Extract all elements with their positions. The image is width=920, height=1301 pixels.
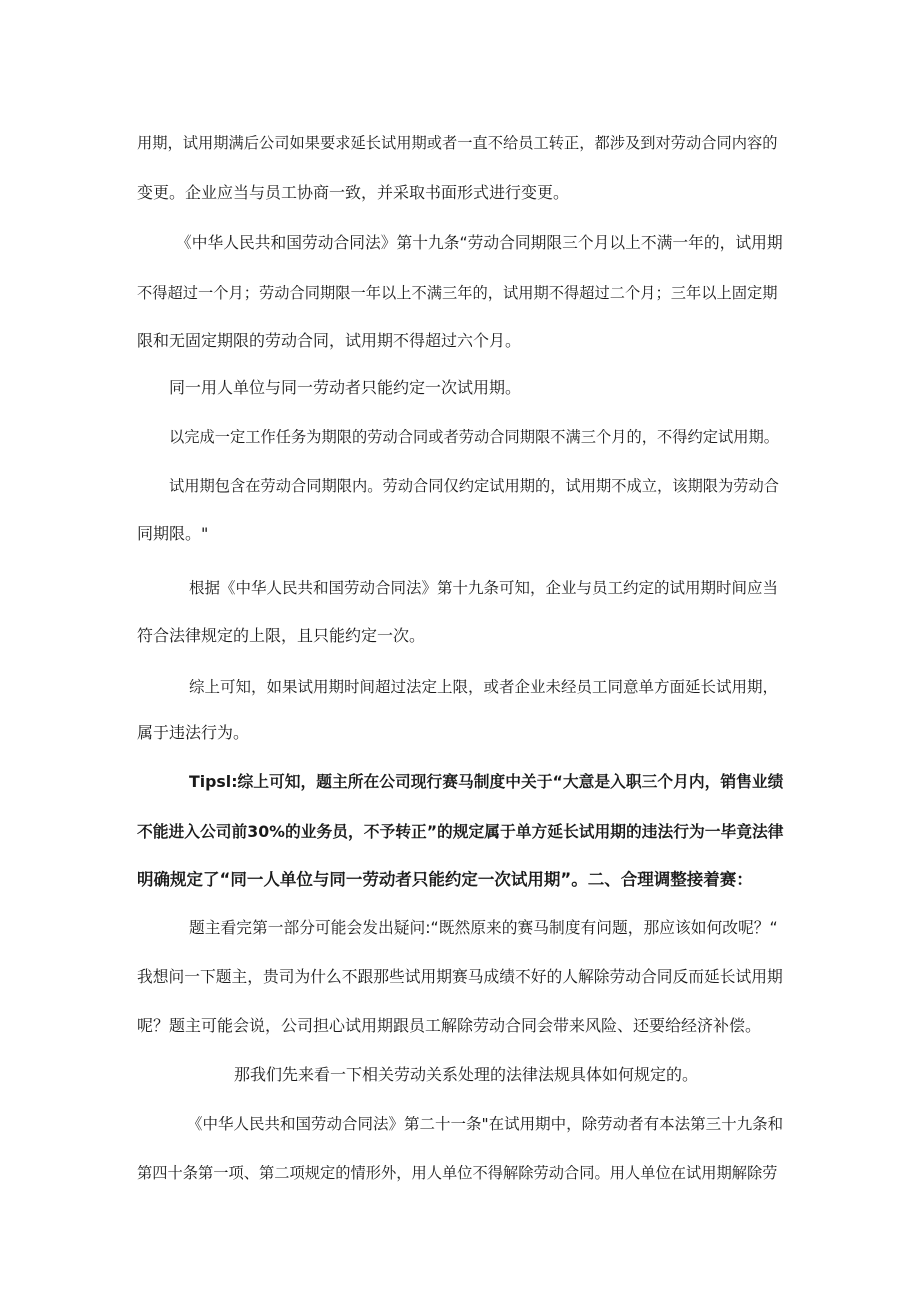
- text-line: 题主看完第一部分可能会发出疑问:“既然原来的赛马制度有问题，那应该如何改呢？“: [189, 918, 778, 937]
- text-line-bold: 不能进入公司前30%的业务员，不予转正”的规定属于单方延长试用期的违法行为一毕竟法律: [137, 822, 784, 841]
- text-line: 那我们先来看一下相关劳动关系处理的法律法规具体如何规定的。: [234, 1065, 699, 1084]
- text-line-bold: 明确规定了“同一人单位与同一劳动者只能约定一次试用期”。二、合理调整接着赛：: [137, 870, 753, 889]
- text-line: 《中华人民共和国劳动合同法》第二十一条"在试用期中，除劳动者有本法第三十九条和: [187, 1115, 784, 1133]
- text-line: 符合法律规定的上限，且只能约定一次。: [137, 626, 426, 645]
- text-line: 呢？题主可能会说，公司担心试用期跟员工解除劳动合同会带来风险、还要给经济补偿。: [137, 1016, 762, 1035]
- text-line: 综上可知，如果试用期时间超过法定上限，或者企业未经员工同意单方面延长试用期，: [189, 678, 779, 696]
- text-line: 同期限。": [137, 524, 209, 543]
- text-line: 同一用人单位与同一劳动者只能约定一次试用期。: [169, 378, 522, 397]
- text-line: 限和无固定期限的劳动合同，试用期不得超过六个月。: [137, 331, 522, 350]
- text-line: 《中华人民共和国劳动合同法》第十九条“劳动合同期限三个月以上不满一年的，试用期: [176, 233, 783, 252]
- text-line: 用期，试用期满后公司如果要求延长试用期或者一直不给员工转正，都涉及到对劳动合同内容的: [137, 134, 778, 152]
- text-line: 试用期包含在劳动合同期限内。劳动合同仅约定试用期的，试用期不成立，该期限为劳动合: [169, 477, 779, 495]
- text-line: 不得超过一个月；劳动合同期限一年以上不满三年的，试用期不得超过二个月；三年以上固定期: [137, 284, 778, 302]
- text-line: 根据《中华人民共和国劳动合同法》第十九条可知，企业与员工约定的试用期时间应当: [189, 579, 779, 597]
- text-line: 我想问一下题主，贵司为什么不跟那些试用期赛马成绩不好的人解除劳动合同反而延长试用期: [137, 967, 783, 986]
- text-line: 第四十条第一项、第二项规定的情形外，用人单位不得解除劳动合同。用人单位在试用期解除劳: [137, 1164, 778, 1182]
- text-line-bold: Tipsl:综上可知，题主所在公司现行赛马制度中关于“大意是入职三个月内，销售业绩: [189, 772, 784, 791]
- text-line: 变更。企业应当与员工协商一致，并采取书面形式进行变更。: [137, 183, 570, 202]
- text-line: 以完成一定工作任务为期限的劳动合同或者劳动合同期限不满三个月的，不得约定试用期。: [169, 428, 779, 446]
- text-line: 属于违法行为。: [137, 723, 250, 742]
